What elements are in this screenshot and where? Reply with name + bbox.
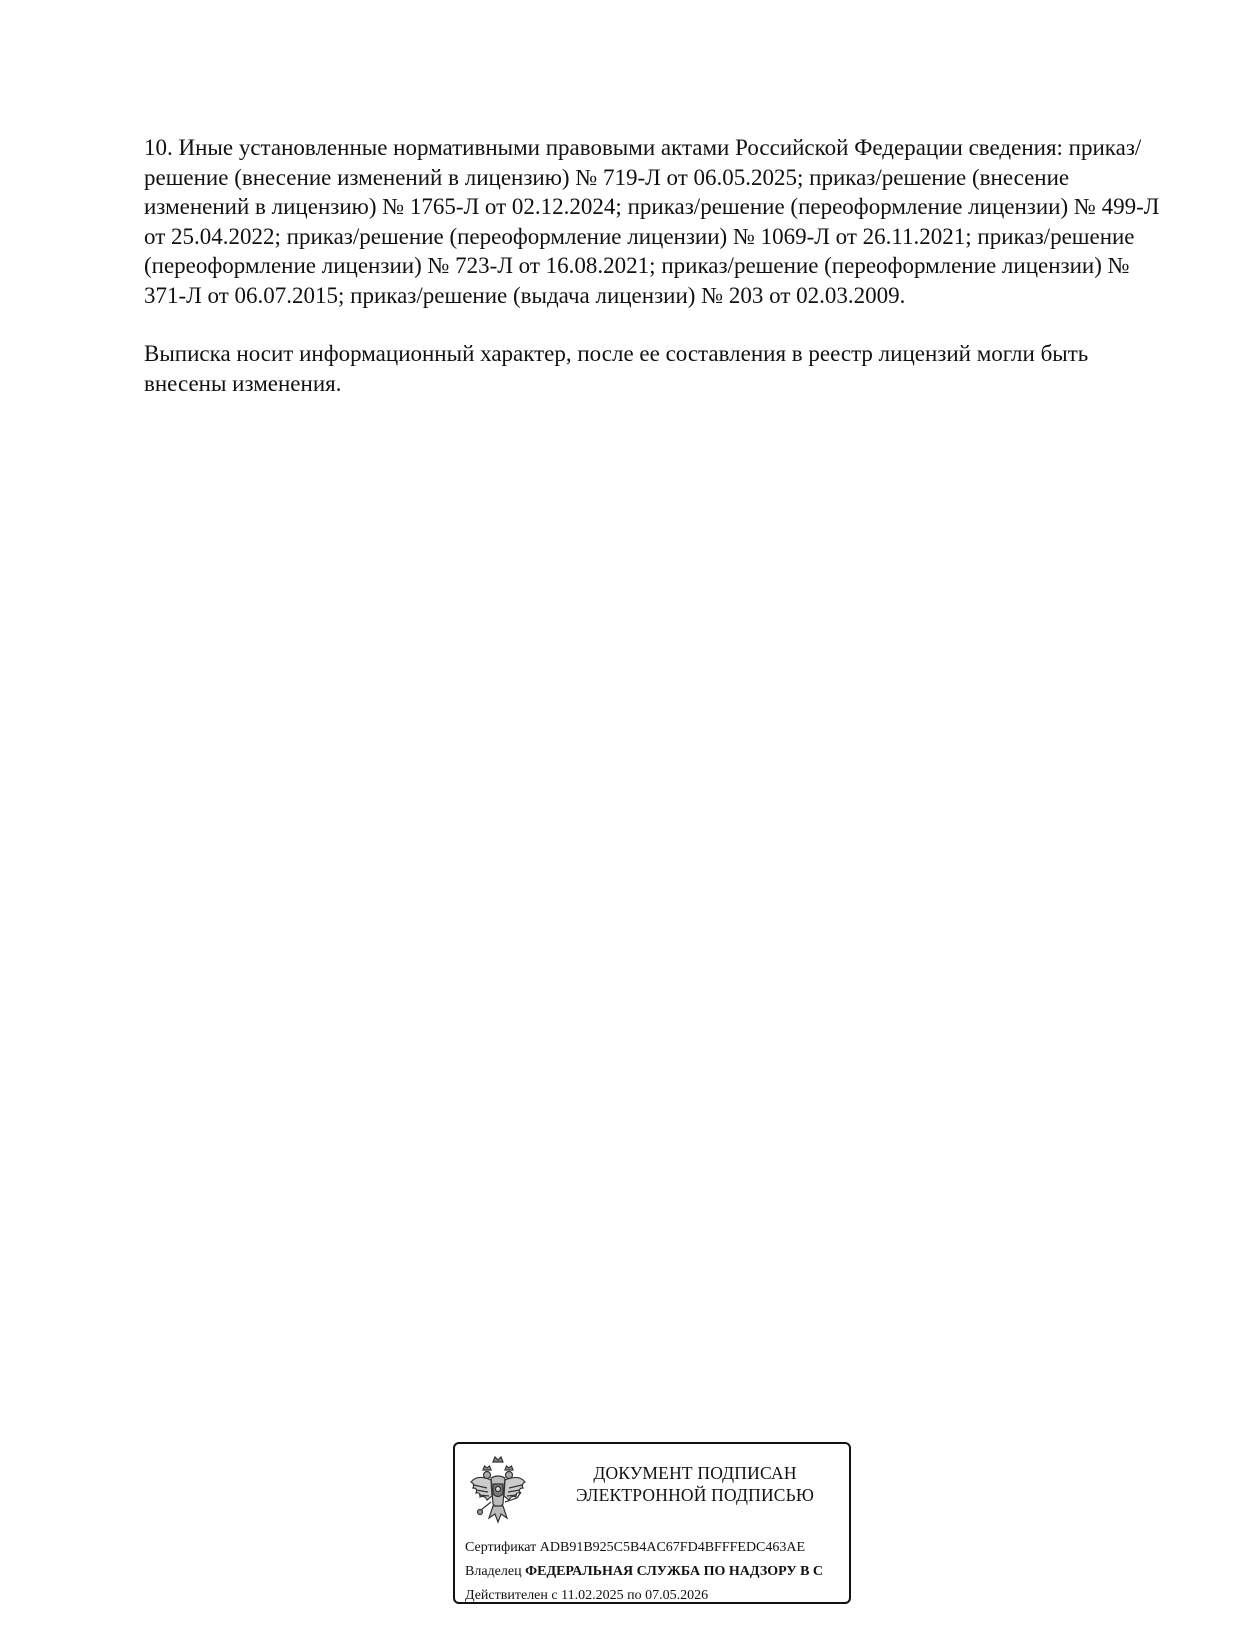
- electronic-signature-stamp: [453, 1442, 851, 1604]
- stamp-title-line-1: ДОКУМЕНТ ПОДПИСАН: [593, 1463, 797, 1483]
- stamp-title: [545, 1462, 845, 1506]
- owner-value: ФЕДЕРАЛЬНАЯ СЛУЖБА ПО НАДЗОРУ В С: [525, 1564, 824, 1579]
- owner-line: [465, 1560, 851, 1584]
- validity-line: Действителен с 11.02.2025 по 07.05.2026: [465, 1588, 709, 1603]
- paragraph-other-info: 10. Иные установленные нормативными правовыми актами Российской Федерации сведения: приказ/решение (внесение изменений в лицензию) № 719-Л от 06.05.2025; приказ/решение (внесение изменений в лицензию) № 1765-Л от 02.12.2024; приказ/решение (переоформление лицензии) № 499-Л от 25.04.2022; приказ/решение (переоформление лицензии) № 1069-Л от 26.11.2021; приказ/решение (переоформление лицензии) № 723-Л от 16.08.2021; приказ/решение (переоформление лицензии) № 371-Л от 06.07.2015; приказ/решение (выдача лицензии) № 203 от 02.03.2009.: [144, 135, 1160, 308]
- russian-coat-of-arms-icon: [467, 1452, 529, 1530]
- certificate-label: Сертификат: [465, 1540, 537, 1555]
- owner-label: Владелец: [465, 1564, 522, 1579]
- certificate-line: [465, 1536, 851, 1560]
- stamp-details: [465, 1536, 851, 1604]
- paragraph-disclaimer: Выписка носит информационный характер, после ее составления в реестр лицензий могли быть внесены изменения.: [144, 341, 1089, 396]
- certificate-value: ADB91B925C5B4AC67FD4BFFFEDC463AE: [539, 1540, 806, 1555]
- document-body: [144, 133, 1174, 398]
- stamp-title-line-2: ЭЛЕКТРОННОЙ ПОДПИСЬЮ: [575, 1485, 815, 1505]
